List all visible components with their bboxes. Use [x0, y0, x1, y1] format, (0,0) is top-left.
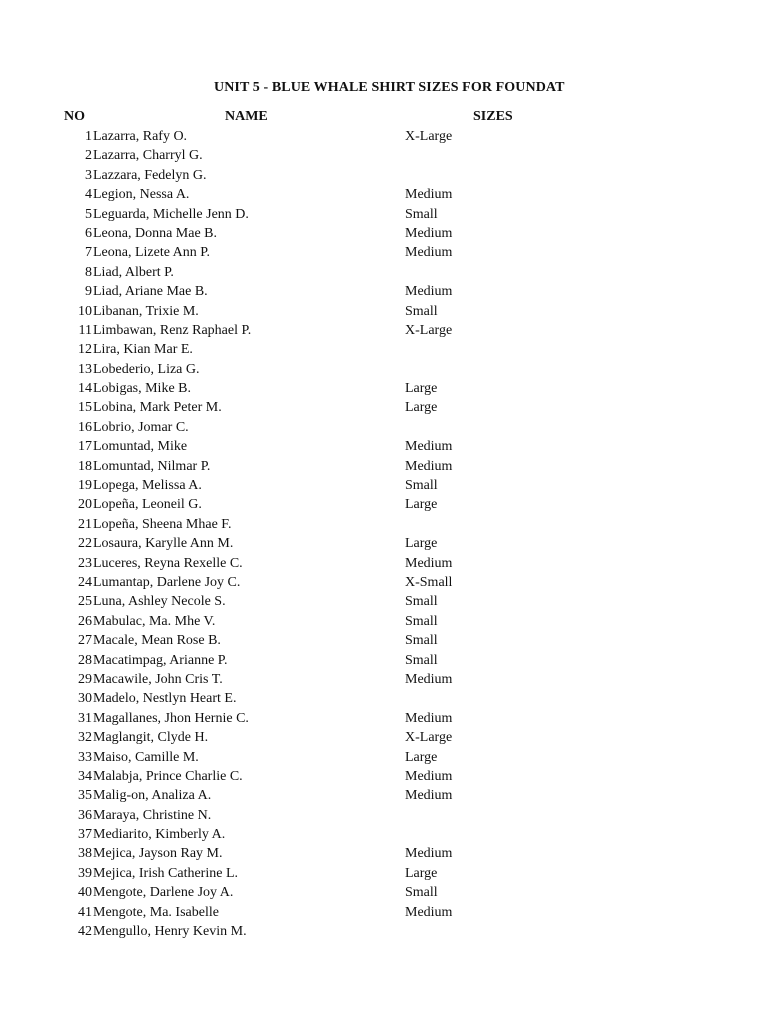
row-number: 41: [78, 904, 92, 920]
row-number: 38: [78, 846, 92, 862]
student-name: Limbawan, Renz Raphael P.: [93, 322, 252, 338]
row-number: 42: [78, 924, 92, 940]
table-row: [0, 748, 768, 767]
table-row: [0, 922, 768, 941]
student-name: Libanan, Trixie M.: [93, 303, 199, 319]
row-number: 18: [78, 458, 92, 474]
row-number: 12: [78, 342, 92, 358]
row-number: 27: [78, 633, 92, 649]
student-name: Legion, Nessa A.: [93, 187, 190, 203]
row-number: 35: [78, 788, 92, 804]
table-row: [0, 592, 768, 611]
student-name: Macale, Mean Rose B.: [93, 633, 221, 649]
shirt-size: Small: [405, 613, 438, 629]
shirt-size: Medium: [405, 439, 453, 455]
student-name: Lazzara, Fedelyn G.: [93, 167, 207, 183]
table-row: [0, 631, 768, 650]
roster-table-body: [0, 127, 768, 941]
table-row: [0, 282, 768, 301]
row-number: 25: [78, 594, 92, 610]
shirt-size: Medium: [405, 671, 453, 687]
student-name: Lobina, Mark Peter M.: [93, 400, 222, 416]
shirt-size: Medium: [405, 768, 453, 784]
shirt-size: Large: [405, 497, 438, 513]
table-row: [0, 651, 768, 670]
shirt-size: Medium: [405, 245, 453, 261]
row-number: 40: [78, 885, 92, 901]
shirt-size: X-Large: [405, 129, 453, 144]
student-name: Luna, Ashley Necole S.: [93, 594, 226, 610]
shirt-size: Medium: [405, 284, 453, 300]
row-number: 36: [78, 807, 92, 823]
shirt-size: X-Large: [405, 322, 453, 338]
table-row: [0, 127, 768, 146]
student-name: Maglangit, Clyde H.: [93, 730, 209, 746]
table-row: [0, 146, 768, 165]
row-number: 3: [85, 167, 92, 183]
student-name: Lobrio, Jomar C.: [93, 419, 189, 435]
student-name: Mejica, Jayson Ray M.: [93, 846, 223, 862]
table-row: [0, 302, 768, 321]
student-name: Mediarito, Kimberly A.: [93, 827, 226, 843]
table-row: [0, 767, 768, 786]
document-title: UNIT 5 - BLUE WHALE SHIRT SIZES FOR FOUNDAT: [214, 80, 565, 95]
shirt-size: Large: [405, 749, 438, 765]
row-number: 21: [78, 516, 92, 532]
shirt-size: Medium: [405, 904, 453, 920]
row-number: 5: [85, 206, 92, 222]
table-row: [0, 709, 768, 728]
shirt-size: Small: [405, 303, 438, 319]
student-name: Losaura, Karylle Ann M.: [93, 536, 234, 552]
table-row: [0, 515, 768, 534]
student-name: Mengote, Ma. Isabelle: [93, 904, 219, 920]
table-row: [0, 689, 768, 708]
column-header-sizes: SIZES: [473, 109, 513, 124]
student-name: Lobigas, Mike B.: [93, 381, 191, 397]
table-row: [0, 437, 768, 456]
row-number: 15: [78, 400, 92, 416]
student-name: Leona, Donna Mae B.: [93, 225, 218, 241]
table-row: [0, 728, 768, 747]
row-number: 8: [85, 264, 92, 280]
table-row: [0, 243, 768, 262]
row-number: 32: [78, 730, 92, 746]
table-row: [0, 379, 768, 398]
shirt-size: Medium: [405, 555, 453, 571]
table-row: [0, 205, 768, 224]
table-row: [0, 360, 768, 379]
student-name: Leona, Lizete Ann P.: [93, 245, 211, 261]
row-number: 2: [85, 148, 92, 164]
student-name: Liad, Ariane Mae B.: [93, 284, 208, 300]
row-number: 9: [85, 284, 92, 300]
table-row: [0, 166, 768, 185]
row-number: 13: [78, 361, 92, 377]
shirt-size: Small: [405, 885, 438, 901]
shirt-size: Large: [405, 536, 438, 552]
student-name: Maraya, Christine N.: [93, 807, 212, 823]
table-row: [0, 224, 768, 243]
row-number: 17: [78, 439, 92, 455]
table-row: [0, 806, 768, 825]
student-name: Macawile, John Cris T.: [93, 671, 223, 687]
student-name: Lira, Kian Mar E.: [93, 342, 193, 358]
row-number: 30: [78, 691, 92, 707]
row-number: 22: [78, 536, 92, 552]
shirt-size: Medium: [405, 788, 453, 804]
student-name: Liad, Albert P.: [93, 264, 174, 280]
shirt-size: X-Small: [405, 574, 453, 590]
row-number: 14: [78, 381, 92, 397]
shirt-size: X-Large: [405, 730, 453, 746]
shirt-size: Medium: [405, 710, 453, 726]
table-row: [0, 534, 768, 553]
shirt-size: Medium: [405, 458, 453, 474]
student-name: Lazarra, Rafy O.: [93, 129, 188, 144]
table-row: [0, 573, 768, 592]
shirt-size: Large: [405, 381, 438, 397]
student-name: Lazarra, Charryl G.: [93, 148, 203, 164]
table-row: [0, 495, 768, 514]
student-name: Mengote, Darlene Joy A.: [93, 885, 234, 901]
table-row: [0, 844, 768, 863]
student-name: Lomuntad, Mike: [93, 439, 188, 455]
table-row: [0, 263, 768, 282]
student-name: Lopega, Melissa A.: [93, 478, 202, 494]
student-name: Mengullo, Henry Kevin M.: [93, 924, 247, 940]
student-name: Macatimpag, Arianne P.: [93, 652, 228, 668]
row-number: 7: [85, 245, 92, 261]
student-name: Malabja, Prince Charlie C.: [93, 768, 243, 784]
column-header-no: NO: [64, 109, 85, 124]
student-name: Lobederio, Liza G.: [93, 361, 200, 377]
row-number: 33: [78, 749, 92, 765]
shirt-size: Large: [405, 400, 438, 416]
table-row: [0, 340, 768, 359]
row-number: 10: [78, 303, 92, 319]
shirt-size: Small: [405, 478, 438, 494]
row-number: 24: [78, 574, 92, 590]
table-row: [0, 825, 768, 844]
column-header-name: NAME: [225, 109, 268, 124]
table-row: [0, 418, 768, 437]
student-name: Madelo, Nestlyn Heart E.: [93, 691, 237, 707]
table-row: [0, 185, 768, 204]
row-number: 6: [85, 225, 92, 241]
table-row: [0, 457, 768, 476]
table-row: [0, 670, 768, 689]
student-name: Magallanes, Jhon Hernie C.: [93, 710, 249, 726]
table-row: [0, 786, 768, 805]
table-row: [0, 321, 768, 340]
shirt-size: Large: [405, 865, 438, 881]
table-row: [0, 864, 768, 883]
student-name: Lumantap, Darlene Joy C.: [93, 574, 241, 590]
row-number: 29: [78, 671, 92, 687]
student-name: Maiso, Camille M.: [93, 749, 199, 765]
row-number: 1: [85, 129, 92, 144]
shirt-size: Small: [405, 206, 438, 222]
shirt-size: Medium: [405, 225, 453, 241]
shirt-size: Medium: [405, 846, 453, 862]
shirt-size: Small: [405, 652, 438, 668]
shirt-size: Small: [405, 633, 438, 649]
table-row: [0, 476, 768, 495]
row-number: 26: [78, 613, 92, 629]
student-name: Luceres, Reyna Rexelle C.: [93, 555, 243, 571]
student-name: Malig-on, Analiza A.: [93, 788, 212, 804]
row-number: 20: [78, 497, 92, 513]
shirt-size: Small: [405, 594, 438, 610]
student-name: Lomuntad, Nilmar P.: [93, 458, 211, 474]
student-name: Mabulac, Ma. Mhe V.: [93, 613, 216, 629]
student-name: Lopeña, Sheena Mhae F.: [93, 516, 232, 532]
student-name: Mejica, Irish Catherine L.: [93, 865, 239, 881]
table-row: [0, 883, 768, 902]
row-number: 16: [78, 419, 92, 435]
shirt-size: Medium: [405, 187, 453, 203]
row-number: 23: [78, 555, 92, 571]
row-number: 11: [78, 322, 92, 338]
student-name: Lopeña, Leoneil G.: [93, 497, 202, 513]
row-number: 34: [78, 768, 92, 784]
row-number: 37: [78, 827, 92, 843]
row-number: 39: [78, 865, 92, 881]
row-number: 28: [78, 652, 92, 668]
table-row: [0, 612, 768, 631]
row-number: 4: [85, 187, 92, 203]
student-name: Leguarda, Michelle Jenn D.: [93, 206, 249, 222]
row-number: 31: [78, 710, 92, 726]
row-number: 19: [78, 478, 92, 494]
table-row: [0, 398, 768, 417]
table-row: [0, 903, 768, 922]
table-row: [0, 554, 768, 573]
